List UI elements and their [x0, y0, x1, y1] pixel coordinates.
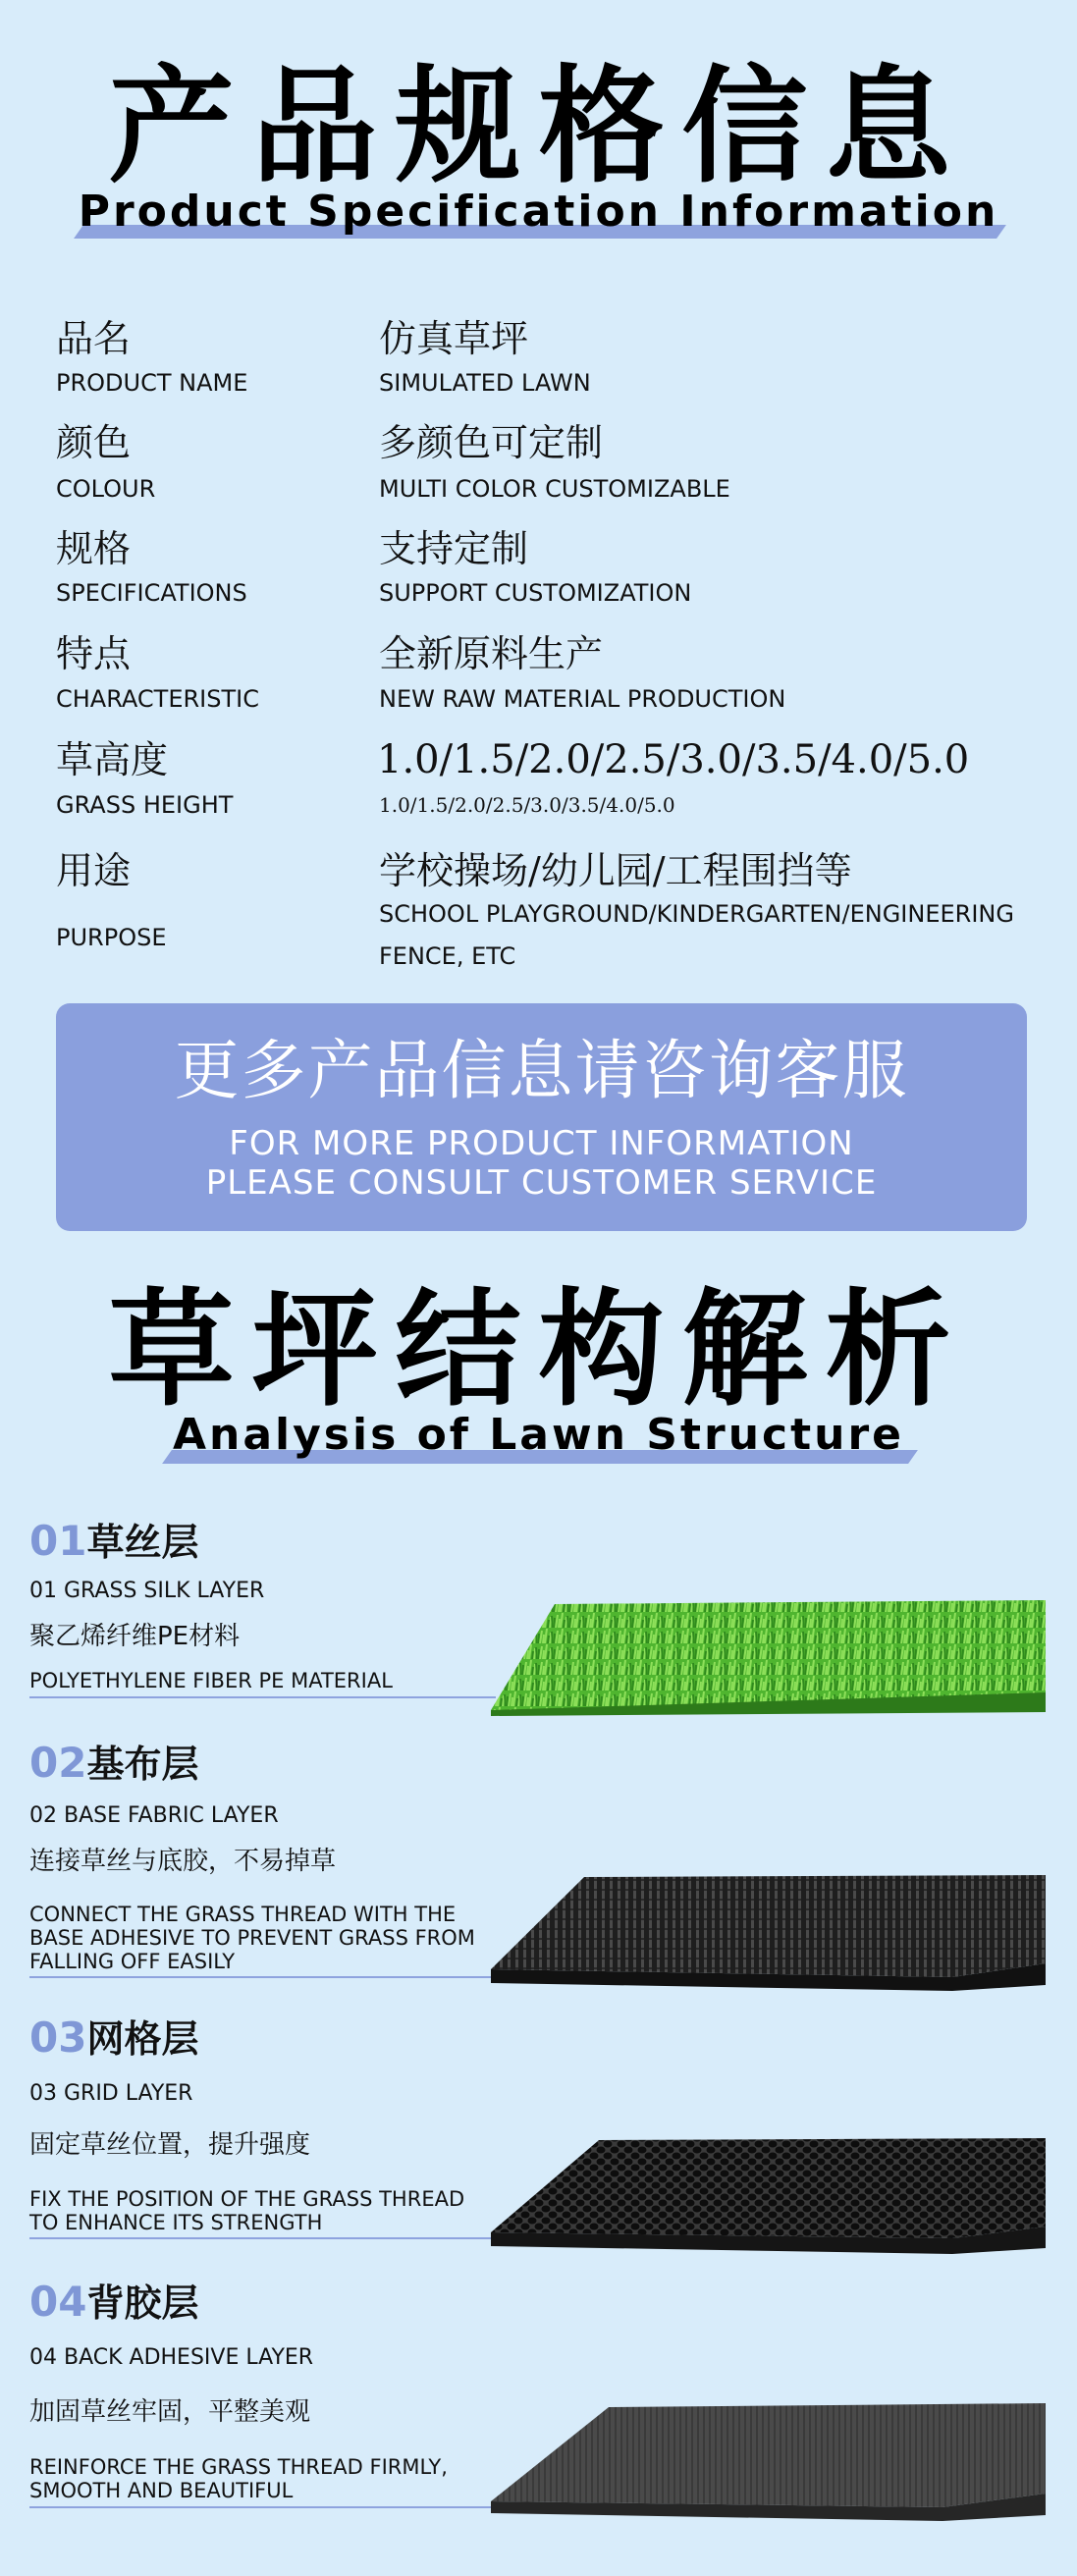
spec-title-cn: 产品规格信息 — [108, 54, 969, 200]
spec-label-en: PRODUCT NAME — [56, 369, 248, 397]
spec-label-en: COLOUR — [56, 475, 156, 503]
layer-number: 03 — [29, 2013, 87, 2062]
layer-name-cn: 网格层 — [86, 2017, 199, 2061]
spec-value-en: NEW RAW MATERIAL PRODUCTION — [379, 685, 786, 713]
spec-label-cn: 颜色 — [56, 421, 132, 464]
spec-value-en: 1.0/1.5/2.0/2.5/3.0/3.5/4.0/5.0 — [379, 793, 675, 817]
spec-value-en: SUPPORT CUSTOMIZATION — [379, 579, 692, 607]
spec-value-cn: 全新原料生产 — [379, 632, 604, 675]
layer-desc-en: POLYETHYLENE FIBER PE MATERIAL — [29, 1669, 393, 1692]
spec-value-en-line2: FENCE, ETC — [379, 942, 516, 970]
layer-desc-cn: 连接草丝与底胶，不易掉草 — [29, 1847, 337, 1876]
banner-text-en-line1: FOR MORE PRODUCT INFORMATION — [229, 1124, 854, 1163]
layer-desc-cn: 聚乙烯纤维PE材料 — [29, 1622, 241, 1651]
layer-underline — [29, 2237, 496, 2239]
spec-label-cn: 用途 — [56, 849, 132, 892]
spec-label-cn: 草高度 — [56, 738, 169, 781]
layer-name-en: 02 BASE FABRIC LAYER — [29, 1803, 279, 1828]
spec-label-cn: 特点 — [56, 632, 132, 675]
banner-text-cn: 更多产品信息请咨询客服 — [174, 1033, 909, 1108]
layer-desc-en-line2: SMOOTH AND BEAUTIFUL — [29, 2479, 294, 2502]
layer-number: 04 — [29, 2278, 87, 2326]
structure-title-en: Analysis of Lawn Structure — [172, 1410, 905, 1460]
layer-desc-en-line2: BASE ADHESIVE TO PREVENT GRASS FROM — [29, 1926, 475, 1950]
layer-name-en: 01 GRASS SILK LAYER — [29, 1579, 265, 1603]
spec-value-en: MULTI COLOR CUSTOMIZABLE — [379, 475, 730, 503]
layer-desc-cn: 固定草丝位置，提升强度 — [29, 2130, 311, 2160]
spec-label-en: CHARACTERISTIC — [56, 685, 259, 713]
spec-label-cn: 品名 — [56, 317, 132, 360]
spec-value-cn: 1.0/1.5/2.0/2.5/3.0/3.5/4.0/5.0 — [377, 737, 970, 782]
spec-value-cn: 支持定制 — [379, 527, 529, 570]
layer-desc-en-line1: FIX THE POSITION OF THE GRASS THREAD — [29, 2187, 465, 2211]
layer-name-cn: 草丝层 — [86, 1521, 199, 1564]
spec-title-en: Product Specification Information — [78, 187, 999, 237]
layer-desc-en-line1: CONNECT THE GRASS THREAD WITH THE — [29, 1903, 457, 1926]
grid-layer-image — [491, 2138, 1046, 2254]
layer-underline — [29, 1976, 496, 1978]
layer-name-en: 03 GRID LAYER — [29, 2081, 193, 2106]
layer-number: 01 — [29, 1517, 87, 1565]
layer-desc-en-line3: FALLING OFF EASILY — [29, 1950, 236, 1973]
layer-name-cn: 基布层 — [86, 1743, 199, 1786]
fabric-layer-image — [491, 1875, 1046, 1991]
layer-number: 02 — [29, 1739, 87, 1787]
spec-label-cn: 规格 — [56, 527, 132, 570]
adhesive-layer-image — [491, 2403, 1046, 2521]
spec-value-en-line1: SCHOOL PLAYGROUND/KINDERGARTEN/ENGINEERING — [379, 900, 1014, 928]
grass-layer-image — [491, 1596, 1046, 1716]
layer-underline — [29, 1696, 496, 1698]
spec-value-en: SIMULATED LAWN — [379, 369, 591, 397]
layer-name-cn: 背胶层 — [86, 2281, 199, 2325]
spec-value-cn: 多颜色可定制 — [379, 421, 604, 464]
banner-text-en-line2: PLEASE CONSULT CUSTOMER SERVICE — [205, 1163, 878, 1203]
layer-underline — [29, 2506, 496, 2508]
layer-desc-en-line2: TO ENHANCE ITS STRENGTH — [29, 2211, 323, 2234]
layer-desc-cn: 加固草丝牢固，平整美观 — [29, 2397, 311, 2427]
spec-value-cn: 仿真草坪 — [379, 317, 529, 360]
layer-name-en: 04 BACK ADHESIVE LAYER — [29, 2345, 314, 2370]
structure-title-cn: 草坪结构解析 — [108, 1277, 969, 1423]
spec-label-en: PURPOSE — [56, 924, 167, 951]
spec-label-en: GRASS HEIGHT — [56, 791, 234, 819]
layer-desc-en-line1: REINFORCE THE GRASS THREAD FIRMLY, — [29, 2455, 448, 2479]
spec-value-cn: 学校操场/幼儿园/工程围挡等 — [379, 849, 852, 892]
spec-label-en: SPECIFICATIONS — [56, 579, 247, 607]
